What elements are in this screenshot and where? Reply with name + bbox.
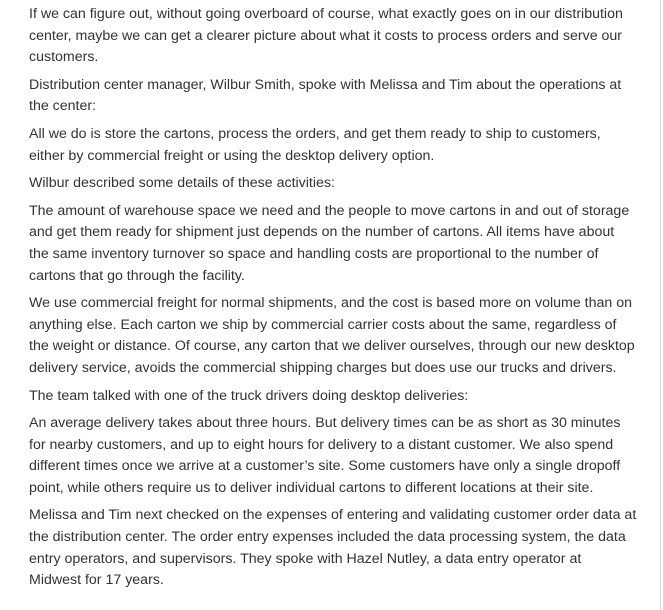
paragraph-wilbur-quote-1: All we do is store the cartons, process the orders, and get them ready to ship to customers, either by commercial freight or using the desktop delivery option. xyxy=(29,125,601,164)
document-body xyxy=(29,4,637,598)
paragraph-truck-drivers: The team talked with one of the truck drivers doing desktop deliveries: xyxy=(29,387,469,404)
paragraph-order-entry: Melissa and Tim next checked on the expenses of entering and validating customer order data at the distribution center. The order entry expenses included the data processing system, the data entry operators, and supervisors. They spoke with Hazel Nutley, a data entry operator at Midwest for 17 years. xyxy=(29,507,637,589)
paragraph-commercial-freight: We use commercial freight for normal shipments, and the cost is based more on volume than on anything else. Each carton we ship by commercial carrier costs about the same, regardless of the weight or distance. Of course, any carton that we deliver ourselves, through our new desktop delivery service, avoids the commercial shipping charges but does use our trucks and drivers. xyxy=(29,295,635,376)
paragraph-wilbur-intro: Distribution center manager, Wilbur Smith, spoke with Melissa and Tim about the operations at the center: xyxy=(29,76,622,115)
paragraph-wilbur-details: Wilbur described some details of these activities: xyxy=(29,175,335,192)
paragraph-warehouse-space: The amount of warehouse space we need and the people to move cartons in and out of storage and get them ready for shipment just depends on the number of cartons. All items have about the same inventory turnover so space and handling costs are proportional to the number of cartons that go through the facility. xyxy=(29,202,630,284)
paragraph-delivery-times: An average delivery takes about three hours. But delivery times can be as short as 30 minutes for nearby customers, and up to eight hours for delivery to a distant customer. We also spend different times once we arrive at a customer’s site. Some customers have only a single dropoff point, while others require us to deliver individual cartons to different locations at their site. xyxy=(29,415,621,496)
paragraph-intro-quote: If we can figure out, without going overboard of course, what exactly goes on in our distribution center, maybe we can get a clearer picture about what it costs to process orders and serve our customers. xyxy=(29,6,623,66)
